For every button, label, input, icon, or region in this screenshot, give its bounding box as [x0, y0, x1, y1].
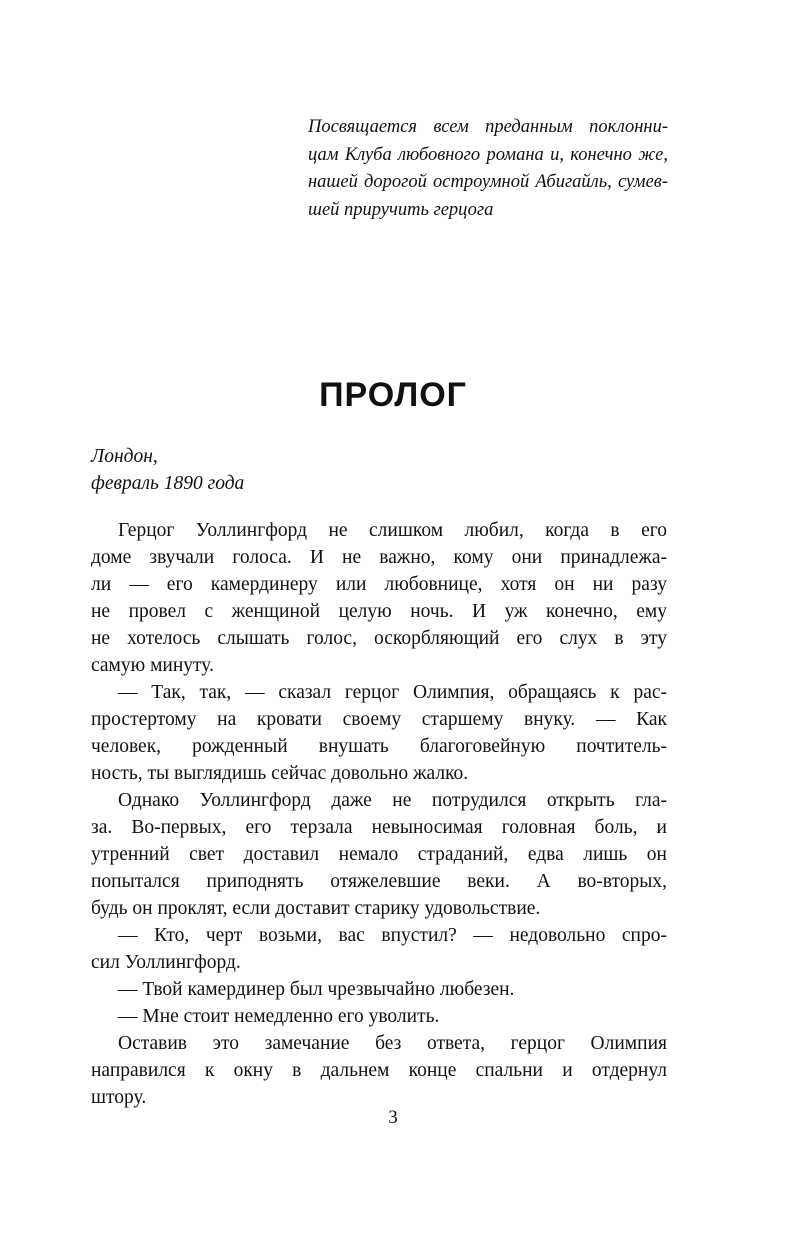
text-line: самую минуту.	[91, 655, 214, 676]
text-line: утренний свет доставил немало страданий, едва лишь он	[91, 844, 667, 865]
dedication	[308, 114, 668, 224]
text-line: направился к окну в дальнем конце спальни и отдернул	[91, 1060, 667, 1081]
text-line: за. Во-первых, его терзала невыносимая головная боль, и	[91, 817, 667, 838]
place-line: Лондон,	[91, 446, 158, 467]
text-line: попытался приподнять отяжелевшие веки. А во-вторых,	[91, 871, 667, 892]
page-number: 3	[388, 1107, 398, 1128]
dedication-line: Посвящается всем преданным поклонни-	[308, 117, 668, 137]
place-date	[91, 443, 244, 497]
dedication-line: нашей дорогой остроумной Абигайль, сумев-	[308, 172, 668, 192]
text-line: не хотелось слышать голос, оскорбляющий его слух в эту	[91, 628, 667, 649]
text-line: ность, ты выглядишь сейчас довольно жалко.	[91, 763, 469, 784]
text-line: Однако Уоллингфорд даже не потрудился открыть гла-	[118, 790, 667, 811]
text-line: — Твой камердинер был чрезвычайно любезен.	[118, 979, 515, 1000]
date-line: февраль 1890 года	[91, 473, 245, 494]
text-line: — Так, так, — сказал герцог Олимпия, обращаясь к рас-	[118, 682, 667, 703]
text-line: не провел с женщиной целую ночь. И уж конечно, ему	[91, 601, 667, 622]
body-text	[91, 517, 667, 1111]
text-line: штору.	[91, 1087, 147, 1108]
dedication-line: цам Клуба любовного романа и, конечно же,	[308, 144, 668, 165]
text-line: сил Уоллингфорд.	[91, 952, 241, 973]
text-line: — Кто, черт возьми, вас впустил? — недовольно спро-	[118, 925, 667, 946]
text-line: Герцог Уоллингфорд не слишком любил, когда в его	[118, 520, 667, 541]
text-line: простертому на кровати своему старшему внуку. — Как	[91, 709, 667, 730]
text-line: человек, рожденный внушать благоговейную почтитель-	[91, 736, 667, 757]
text-line: доме звучали голоса. И не важно, кому они принадлежа-	[91, 547, 667, 568]
text-line: — Мне стоит немедленно его уволить.	[118, 1006, 440, 1027]
chapter-title: ПРОЛОГ	[319, 376, 467, 414]
text-line: Оставив это замечание без ответа, герцог Олимпия	[118, 1033, 667, 1054]
dedication-line: шей приручить герцога	[308, 199, 494, 220]
text-line: будь он проклят, если доставит старику удовольствие.	[91, 898, 541, 919]
text-line: ли — его камердинеру или любовнице, хотя он ни разу	[91, 574, 667, 595]
